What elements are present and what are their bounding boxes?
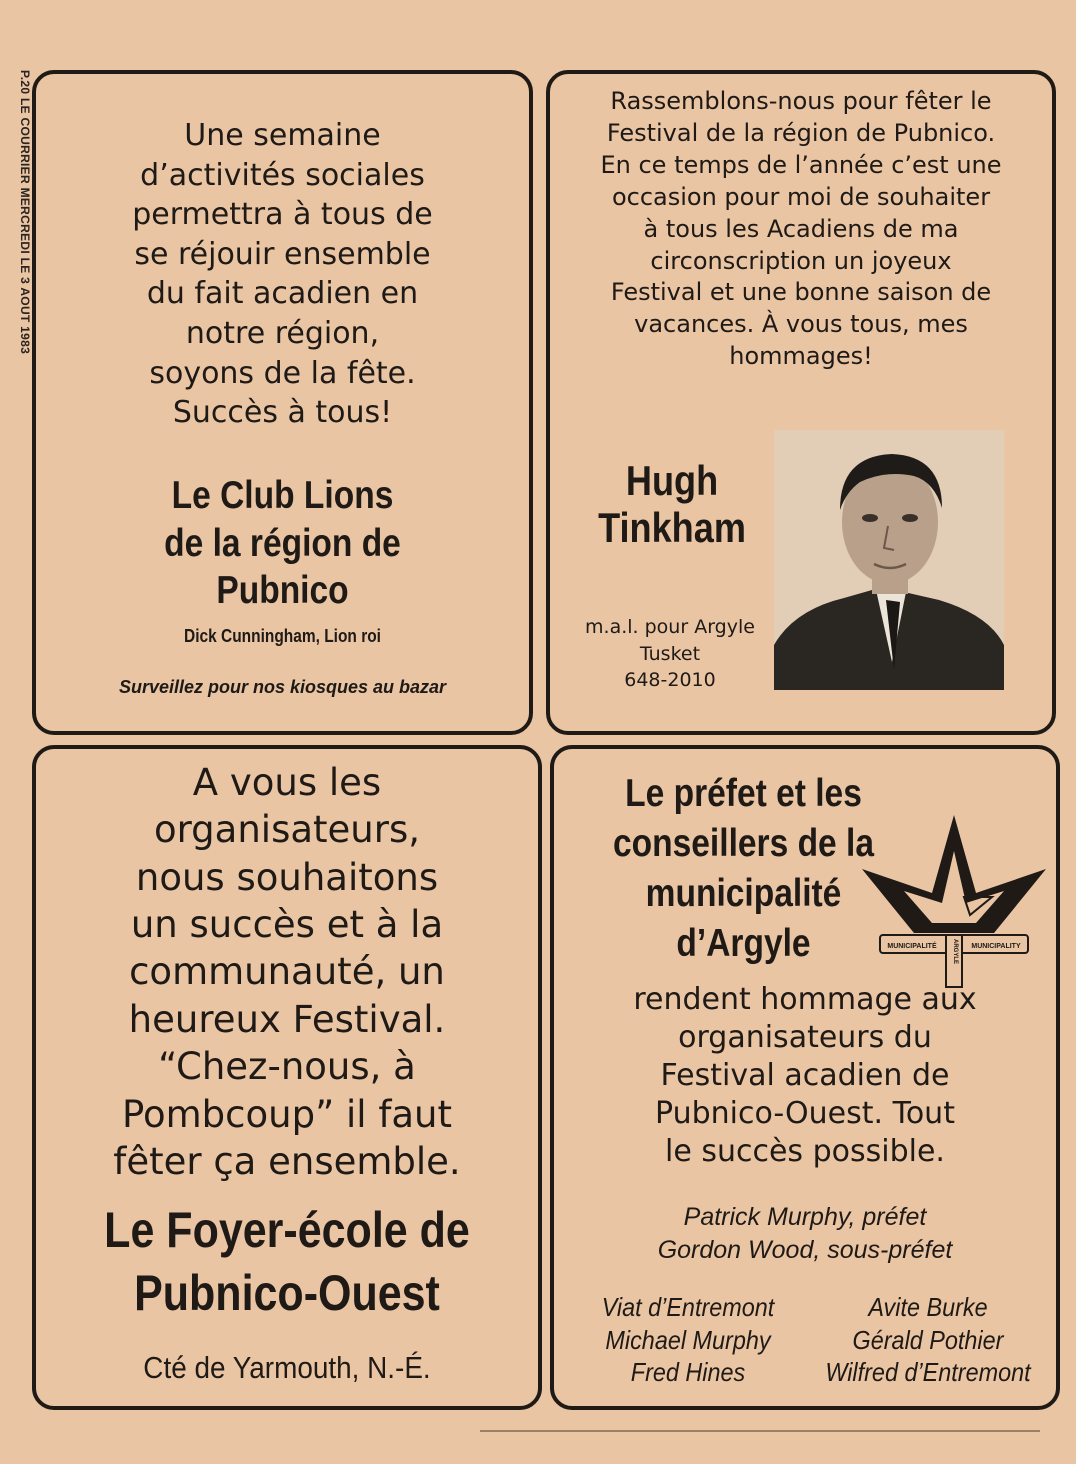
message-line: Pombcoup” il faut [122, 1092, 452, 1136]
lions-org-name [71, 472, 495, 615]
ad-lions-club [32, 70, 533, 735]
title-line: municipalité [645, 871, 842, 915]
message-line: un succès et à la [130, 903, 444, 947]
message-line: du fait acadien en [146, 276, 419, 312]
message-line: nous souhaitons [135, 855, 439, 899]
councillor-name: Fred Hines [630, 1357, 746, 1387]
message-line: vacances. À vous tous, mes [634, 310, 968, 339]
argyle-officials [554, 1201, 1056, 1266]
message-line: fêter ça ensemble. [113, 1139, 461, 1183]
message-line: circonscription un joyeux [650, 246, 952, 275]
message-line: En ce temps de l’année c’est une [600, 150, 1002, 179]
message-line: hommages! [729, 342, 873, 371]
portrait-illustration [774, 430, 1004, 690]
foyer-message [36, 759, 538, 1185]
foyer-location: Cté de Yarmouth, N.-É. [143, 1350, 431, 1385]
info-line: m.a.l. pour Argyle [585, 616, 755, 638]
message-line: Rassemblons-nous pour fêter le [610, 87, 992, 115]
message-line: A vous les [192, 761, 382, 804]
title-line: Le préfet et les [625, 772, 862, 815]
message-line: Succès à tous! [172, 395, 393, 431]
portrait-photo [774, 430, 1004, 690]
message-line: le succès possible. [665, 1134, 945, 1170]
lions-note: Surveillez pour nos kiosques au bazar [118, 677, 447, 697]
message-line: à tous les Acadiens de ma [643, 214, 959, 243]
councillor-name: Wilfred d’Entremont [825, 1357, 1031, 1387]
bottom-rule [480, 1430, 1040, 1432]
org-line: Pubnico [216, 569, 349, 613]
councillor-name: Viat d’Entremont [601, 1292, 775, 1322]
edition-label: P.20 LE COURRIER MERCREDI LE 3 AOUT 1983 [18, 70, 32, 355]
message-line: Une semaine [184, 118, 381, 153]
message-line: rendent hommage aux [633, 982, 977, 1017]
name-line: Hugh [625, 457, 719, 504]
ad-tinkham [546, 70, 1056, 735]
lions-message [36, 116, 529, 433]
info-line: 648-2010 [624, 669, 716, 692]
tinkham-message [550, 86, 1052, 373]
official-line: Gordon Wood, sous-préfet [657, 1235, 953, 1264]
message-line: heureux Festival. [128, 997, 446, 1041]
lions-leader: Dick Cunningham, Lion roi [184, 626, 381, 646]
argyle-councillors [568, 1291, 1048, 1389]
title-line: conseillers de la [612, 821, 875, 865]
message-line: Festival acadien de [660, 1058, 950, 1094]
argyle-message [554, 981, 1056, 1171]
message-line: organisateurs, [153, 808, 420, 852]
info-line: Tusket [639, 642, 701, 665]
message-line: communauté, un [129, 950, 445, 994]
logo-text-left: MUNICIPALITÉ [887, 943, 937, 950]
foyer-org-name [71, 1199, 503, 1325]
argyle-title [591, 769, 896, 969]
message-line: Pubnico-Ouest. Tout [655, 1096, 955, 1132]
org-line: Pubnico-Ouest [134, 1265, 440, 1321]
message-line: soyons de la fête. [149, 355, 416, 391]
tinkham-name [586, 457, 758, 551]
logo-text-vertical: ARGYLE [952, 939, 958, 965]
message-line: Festival de la région de Pubnico. [606, 118, 996, 147]
message-line: organisateurs du [678, 1020, 932, 1056]
title-line: d’Argyle [676, 921, 811, 965]
message-line: d’activités sociales [140, 157, 425, 193]
official-line: Patrick Murphy, préfet [683, 1203, 927, 1231]
logo-text-right: MUNICIPALITY [971, 943, 1021, 950]
org-line: de la région de [164, 521, 401, 565]
org-line: Le Club Lions [171, 474, 394, 517]
name-line: Tinkham [598, 504, 746, 552]
message-line: occasion pour moi de souhaiter [611, 182, 991, 211]
councillor-name: Michael Murphy [605, 1324, 771, 1355]
message-line: permettra à tous de [132, 197, 433, 233]
tinkham-info [560, 614, 780, 694]
ad-foyer-ecole [32, 745, 542, 1410]
message-line: Festival et une bonne saison de [610, 278, 992, 307]
org-line: Le Foyer-école de [104, 1202, 470, 1258]
argyle-maple-logo [854, 811, 1054, 991]
councillor-name: Avite Burke [868, 1292, 988, 1322]
ad-argyle [550, 745, 1060, 1410]
message-line: notre région, [185, 315, 380, 351]
councillor-name: Gérald Pothier [852, 1324, 1004, 1355]
message-line: “Chez-nous, à [158, 1045, 416, 1089]
message-line: se réjouir ensemble [134, 236, 431, 272]
